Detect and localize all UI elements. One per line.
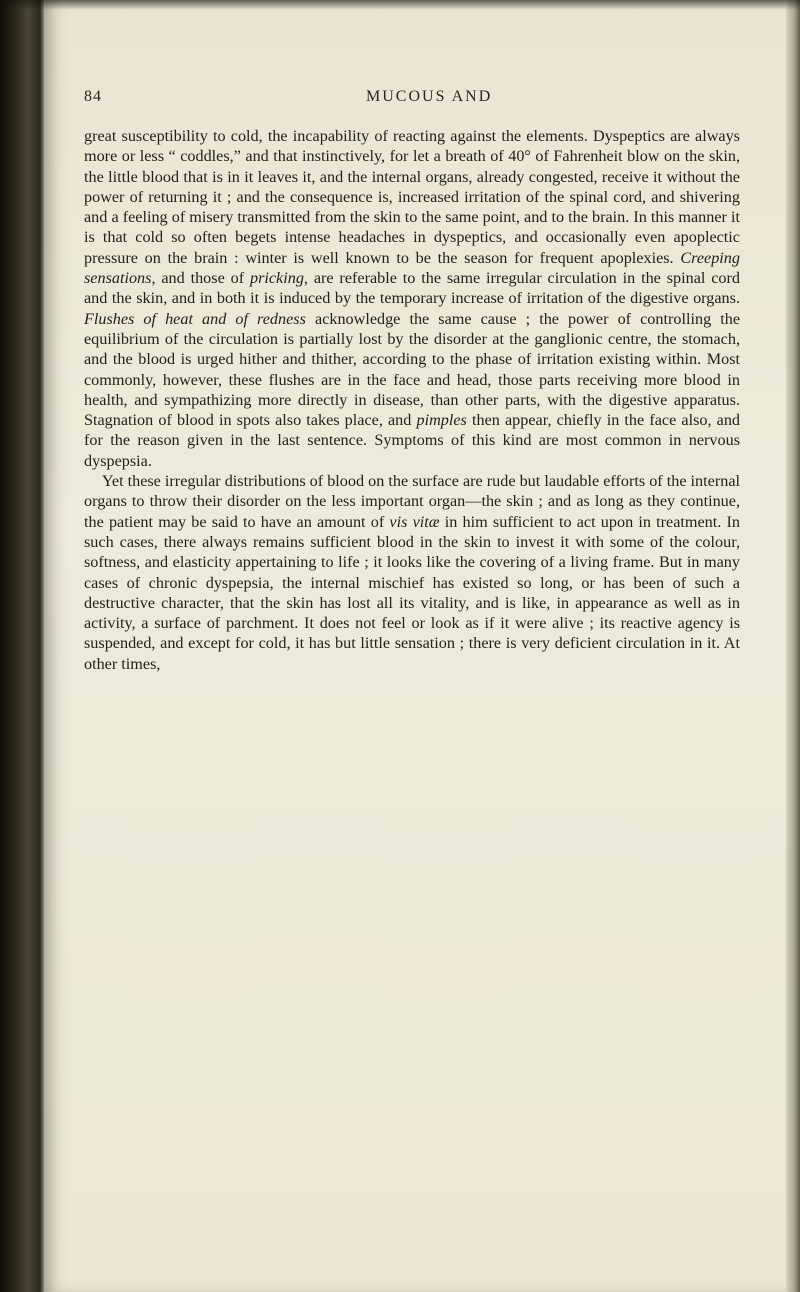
page-header [44, 88, 786, 114]
italic-run: Flushes of heat and of redness [84, 309, 306, 328]
page-number: 84 [84, 88, 102, 105]
book-page [44, 0, 786, 1292]
italic-run: Creeping sensations [84, 248, 740, 288]
text-run: in him sufficient to act upon in treatment. In such cases, there always remains sufficient blood in the skin to invest it with some of the colour, softness, and elasticity appertaining to life ; it looks like the covering of a living frame. But in many cases of chronic dyspepsia, the internal mischief has existed so long, or has been of such a destructive character, that the skin has lost all its vitality, and is like, in appearance as well as in activity, a surface of parchment. It does not feel or look as if it were alive ; its reactive agency is suspended, and except for cold, it has but little sensation ; there is very deficient circulation in it. At other times, [84, 512, 740, 673]
italic-run: vis vitæ [389, 512, 440, 531]
paragraph [84, 471, 740, 674]
text-run: , and those of [151, 269, 250, 288]
top-shadow [0, 0, 800, 10]
body-text [84, 126, 740, 674]
text-run: great susceptibility to cold, the incapability of reacting against the elements. Dyspeptics are always more or less “ coddles,” and that instinctively, for let a breath of 40° of Fahrenheit blow on the skin, the little blood that is in it leaves it, and the internal organs, already congested, receive it without the power of returning it ; and the consequence is, increased irritation of the spinal cord, and shivering and a feeling of misery transmitted from the skin to the same point, and to the brain. In this manner it is that cold so often begets intense headaches in dyspeptics, and occasionally even apoplectic pressure on the brain : winter is well known to be the season for frequent apoplexies. [84, 127, 740, 267]
text-run: acknowledge the same cause ; the power of controlling the equilibrium of the circulation is partially lost by the disorder at the ganglionic centre, the stomach, and the blood is urged hither and thither, according to the phase of irritation existing within. Most commonly, however, these flushes are in the face and head, those parts receiving more blood in health, and sympathizing more directly in disease, than other parts, with the digestive apparatus. Stagnation of blood in spots also takes place, and [84, 309, 741, 430]
italic-run: pimples [416, 411, 467, 430]
italic-run: pricking [249, 269, 304, 288]
running-title: MUCOUS AND [366, 88, 493, 105]
paragraph [84, 126, 740, 471]
text-run: , are referable to the same irregular circulation in the spinal cord and the skin, and in both it is induced by the temporary increase of irritation of the digestive organs. [84, 269, 740, 308]
page-edge [786, 0, 800, 1292]
text-run: then appear, chiefly in the face also, and for the reason given in the last sentence. Symptoms of this kind are most common in nervous dyspepsia. [84, 411, 741, 470]
text-run: Yet these irregular distributions of blood on the surface are rude but laudable efforts of the internal organs to throw their disorder on the less important organ—the skin ; and as long as they continue, the patient may be said to have an amount of [84, 472, 740, 531]
